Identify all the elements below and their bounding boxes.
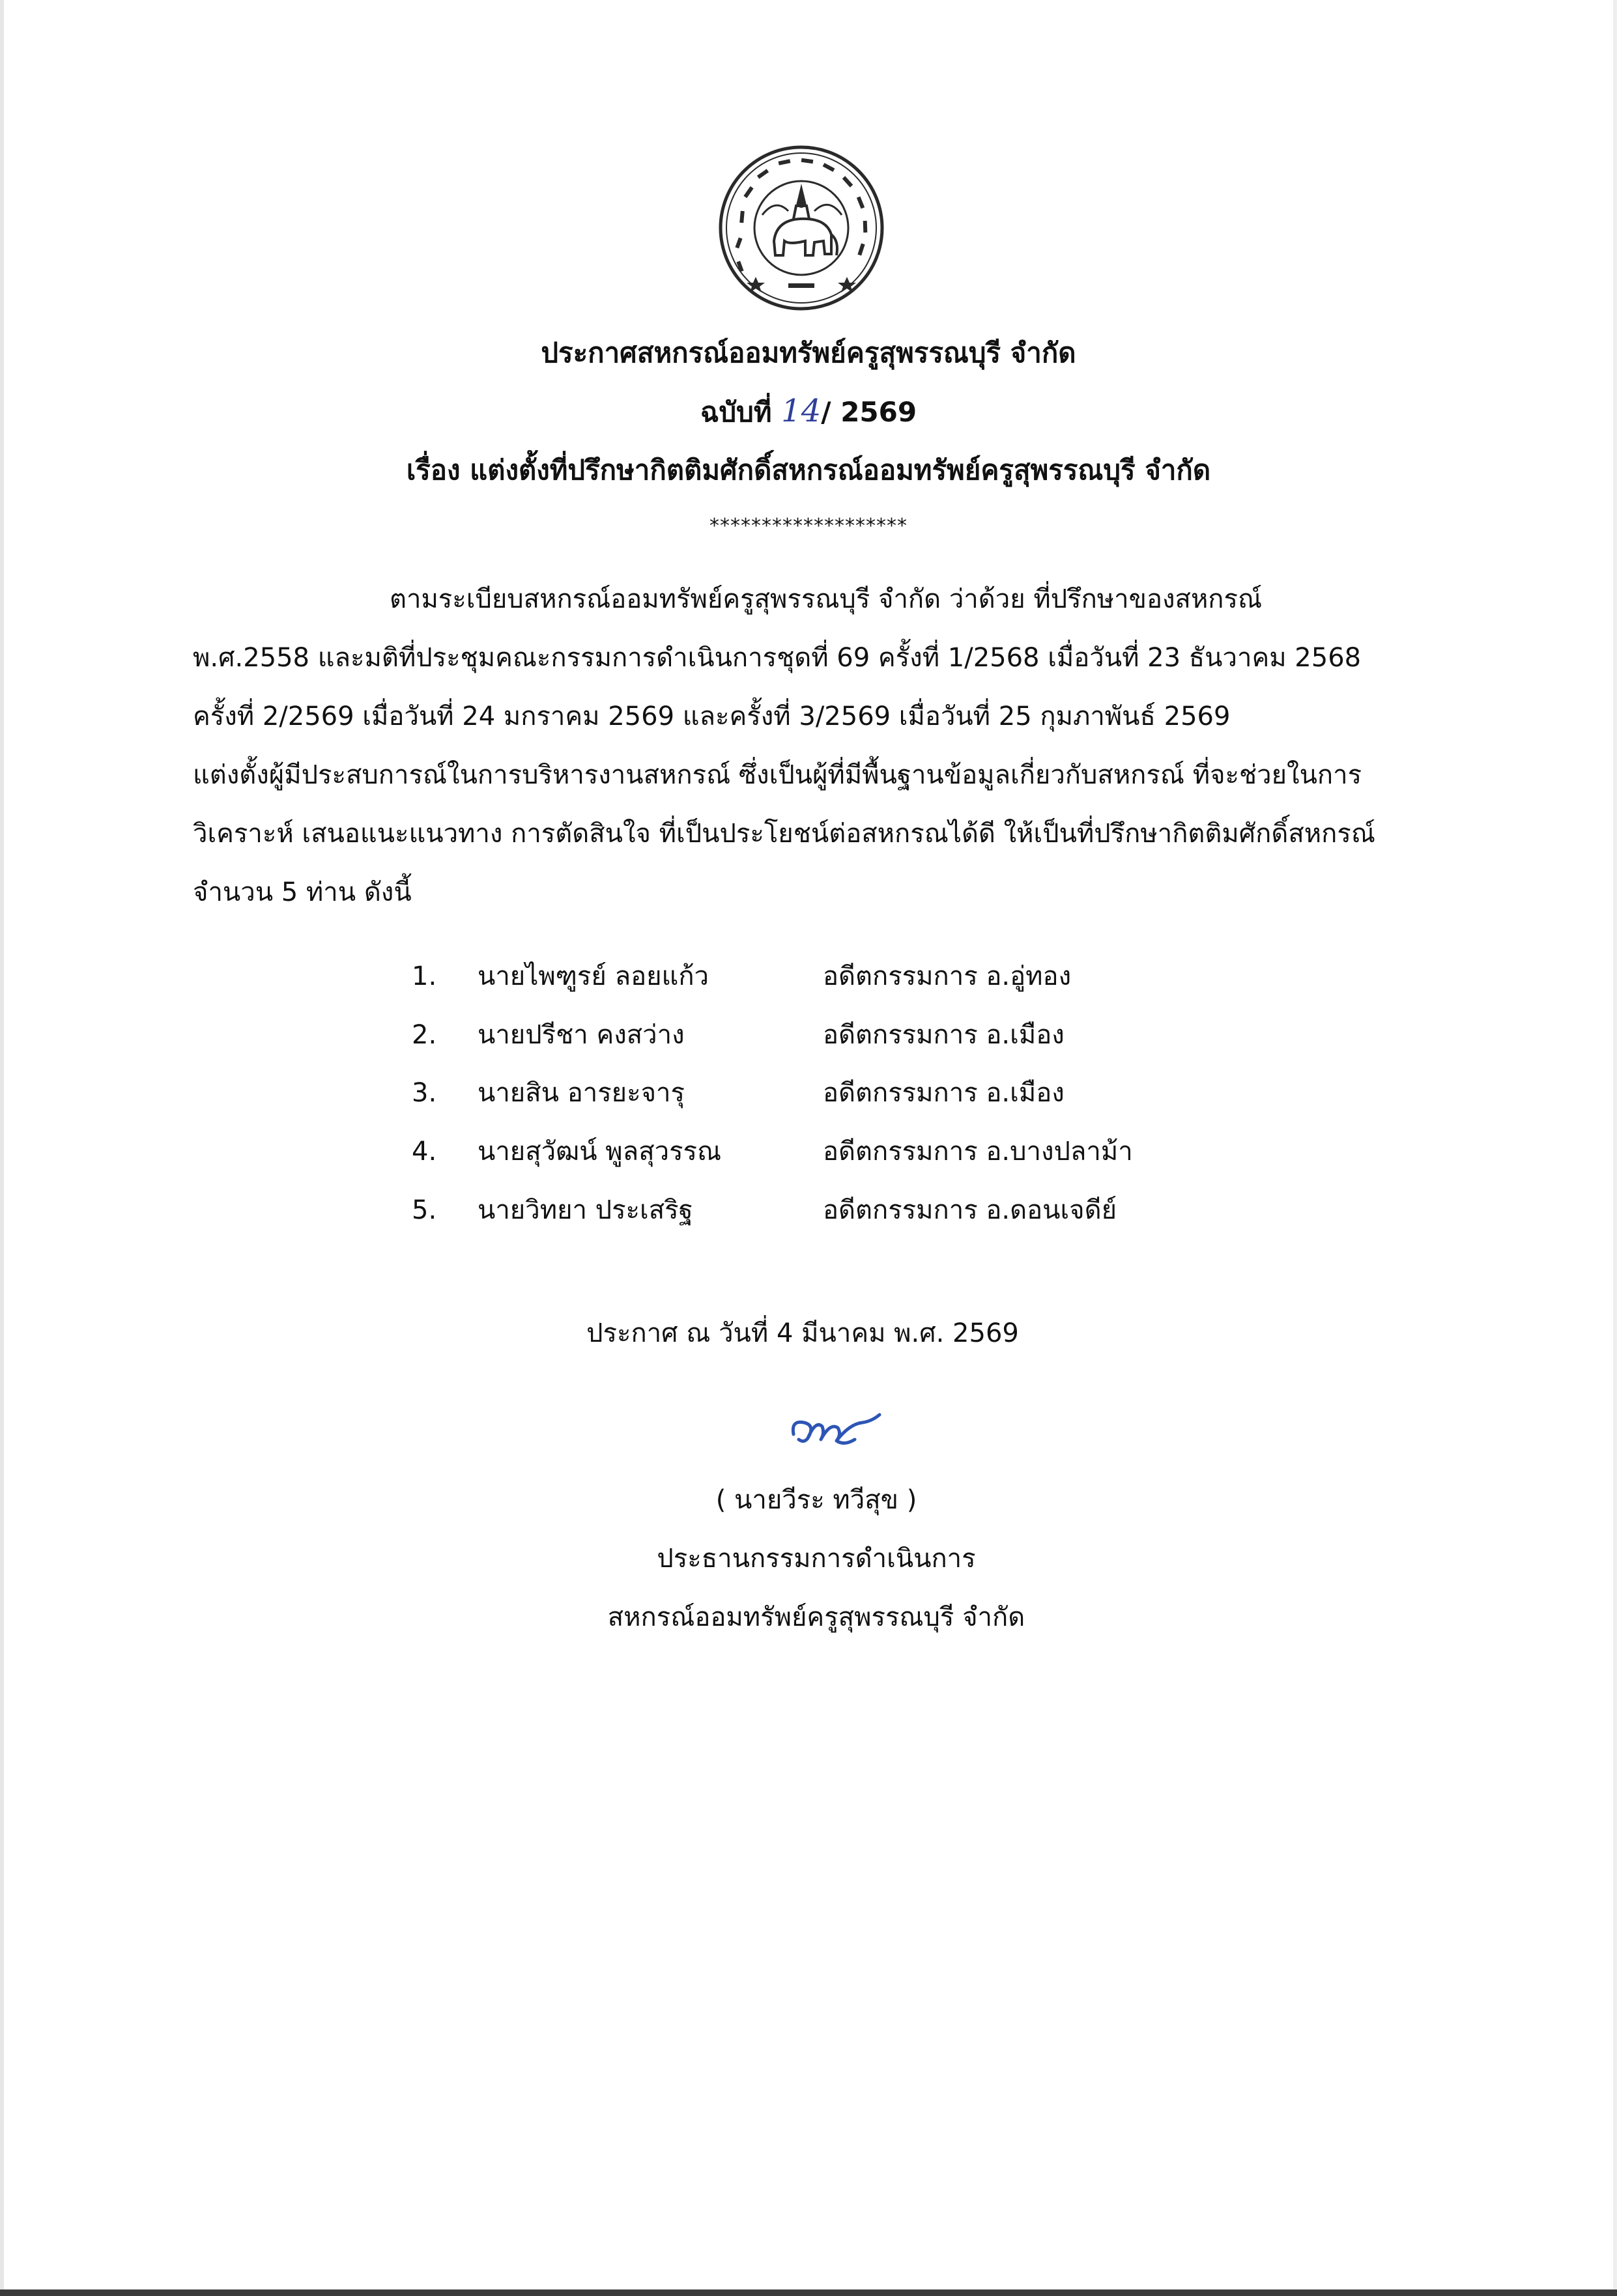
member-name: นายไพฑูรย์ ลอยแก้ว bbox=[478, 961, 709, 991]
member-number: 4. bbox=[412, 1137, 437, 1167]
member-row bbox=[0, 1016, 1617, 1055]
member-row bbox=[0, 957, 1617, 997]
issue-number-handwritten: 14 bbox=[781, 393, 822, 429]
body-line-6: จำนวน 5 ท่าน ดังนี้ bbox=[193, 877, 412, 907]
body-line-1: ตามระเบียบสหกรณ์ออมทรัพย์ครูสุพรรณบุรี จำกัด ว่าด้วย ที่ปรึกษาของสหกรณ์ bbox=[390, 584, 1263, 614]
member-role: อดีตกรรมการ อ.เมือง bbox=[823, 1020, 1065, 1050]
member-role: อดีตกรรมการ อ.ดอนเจดีย์ bbox=[823, 1195, 1117, 1225]
member-row bbox=[0, 1074, 1617, 1113]
body-line-4: แต่งตั้งผู้มีประสบการณ์ในการบริหารงานสหกรณ์ ซึ่งเป็นผู้ที่มีพื้นฐานข้อมูลเกี่ยวกับสหกรณ์ ที่จะช่วยในการ bbox=[193, 760, 1362, 790]
issue-label: ฉบับที่ bbox=[700, 396, 772, 428]
cooperative-seal-logo bbox=[717, 143, 886, 313]
member-number: 5. bbox=[412, 1195, 437, 1225]
separator: ******************* bbox=[709, 515, 908, 537]
member-name: นายสุวัฒน์ พูลสุวรรณ bbox=[478, 1137, 722, 1167]
issue-year: / 2569 bbox=[821, 396, 917, 428]
body-line-5: วิเคราะห์ เสนอแนะแนวทาง การตัดสินใจ ที่เป็นประโยชน์ต่อสหกรณได้ดี ให้เป็นที่ปรึกษากิตติมศักดิ์สหกรณ์ bbox=[193, 819, 1375, 849]
member-name: นายวิทยา ประเสริฐ bbox=[478, 1195, 693, 1225]
member-name: นายปรีชา คงสว่าง bbox=[478, 1020, 685, 1050]
body-line-3: ครั้งที่ 2/2569 เมื่อวันที่ 24 มกราคม 2569 และครั้งที่ 3/2569 เมื่อวันที่ 25 กุมภาพันธ์ 2569 bbox=[193, 702, 1231, 731]
body-line-2: พ.ศ.2558 และมติที่ประชุมคณะกรรมการดำเนินการชุดที่ 69 ครั้งที่ 1/2568 เมื่อวันที่ 23 ธันวาคม 2568 bbox=[193, 643, 1362, 673]
handwritten-signature bbox=[782, 1400, 893, 1459]
announcement-date: ประกาศ ณ วันที่ 4 มีนาคม พ.ศ. 2569 bbox=[586, 1318, 1019, 1348]
organization-name: สหกรณ์ออมทรัพย์ครูสุพรรณบุรี จำกัด bbox=[607, 1602, 1025, 1632]
announcement-subject: เรื่อง แต่งตั้งที่ปรึกษากิตติมศักดิ์สหกรณ์ออมทรัพย์ครูสุพรรณบุรี จำกัด bbox=[406, 454, 1211, 486]
member-role: อดีตกรรมการ อ.เมือง bbox=[823, 1078, 1065, 1108]
page-edge-bottom bbox=[0, 2289, 1617, 2296]
issue-number-line bbox=[0, 391, 1617, 432]
member-role: อดีตกรรมการ อ.อู่ทอง bbox=[823, 961, 1072, 991]
member-number: 1. bbox=[412, 961, 437, 991]
member-role: อดีตกรรมการ อ.บางปลาม้า bbox=[823, 1137, 1133, 1167]
signatory-name: ( นายวีระ ทวีสุข ) bbox=[715, 1485, 917, 1515]
member-number: 2. bbox=[412, 1020, 437, 1050]
announcement-title: ประกาศสหกรณ์ออมทรัพย์ครูสุพรรณบุรี จำกัด bbox=[541, 337, 1076, 369]
member-number: 3. bbox=[412, 1078, 437, 1108]
member-row bbox=[0, 1133, 1617, 1172]
member-row bbox=[0, 1191, 1617, 1230]
member-name: นายสิน อารยะจารุ bbox=[478, 1078, 685, 1108]
signatory-position: ประธานกรรมการดำเนินการ bbox=[657, 1544, 976, 1574]
